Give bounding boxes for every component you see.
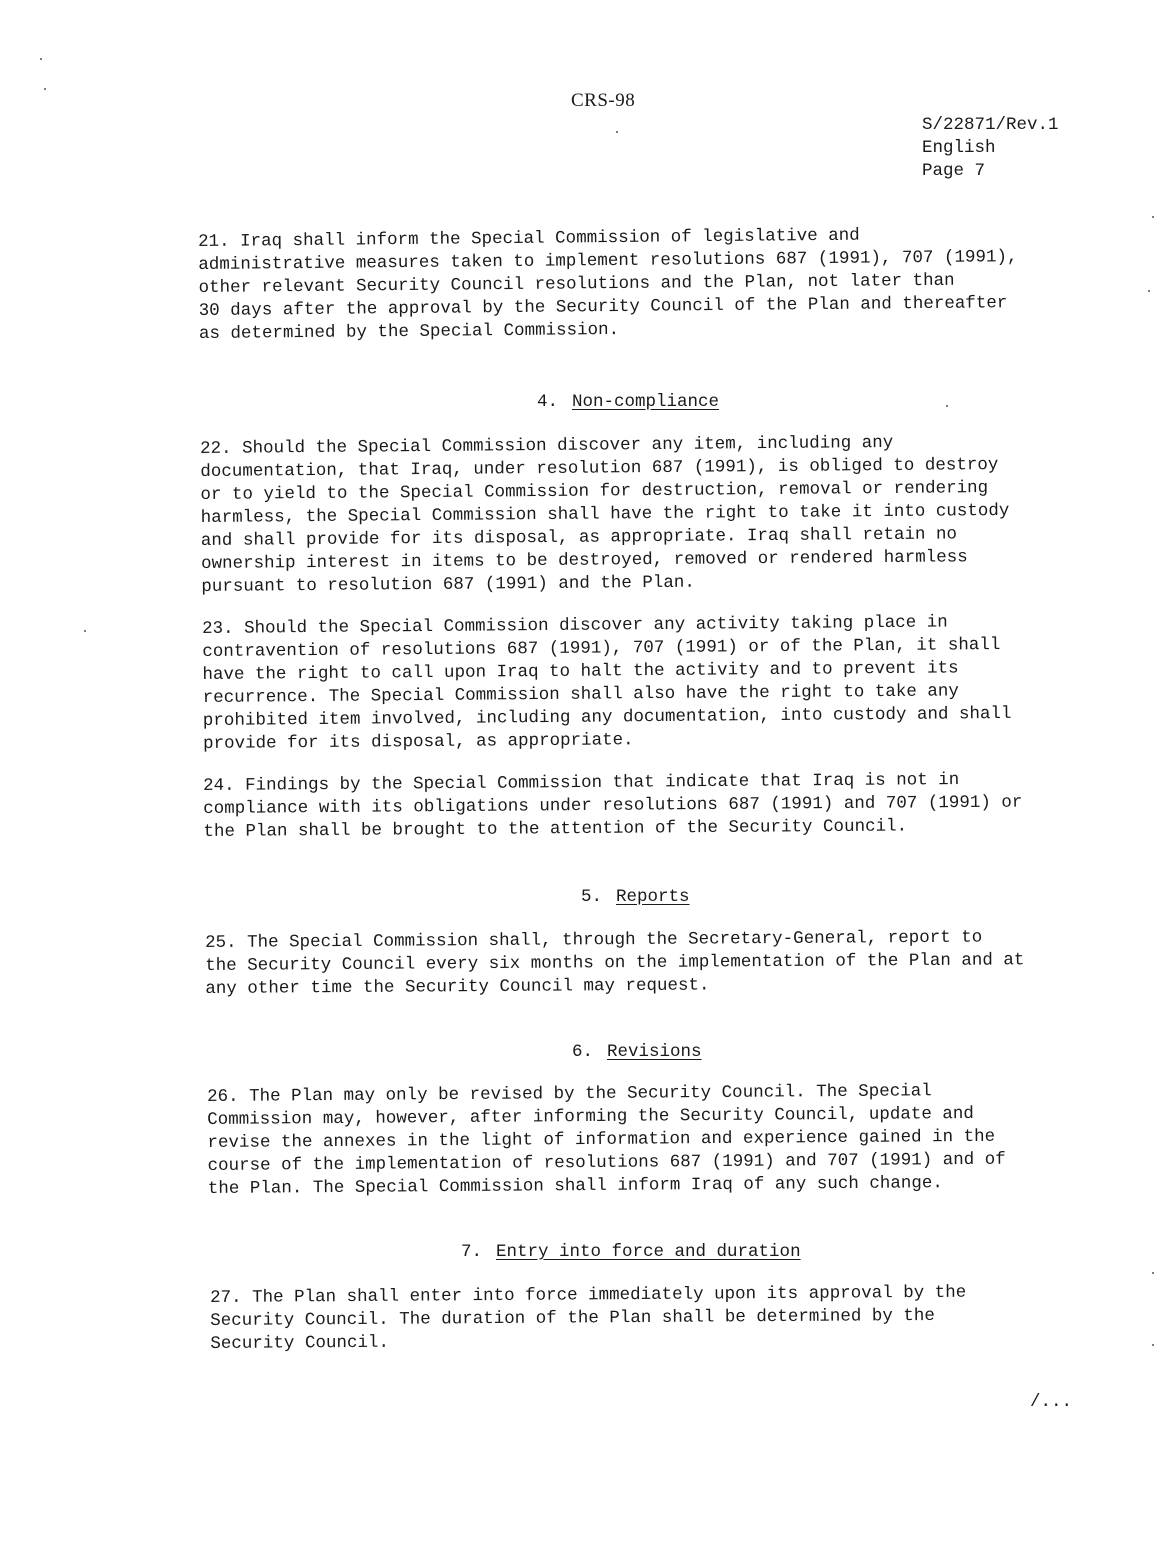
text-line: revise the annexes in the light of information and experience gained in the	[207, 1126, 996, 1153]
text-line: documentation, that Iraq, under resolution 687 (1991), is obliged to destroy	[200, 455, 999, 482]
text-line: Security Council. The duration of the Plan shall be determined by the	[210, 1305, 935, 1331]
scan-speck	[84, 630, 86, 632]
document-reference	[922, 114, 1059, 183]
paragraph-26	[207, 1080, 1006, 1201]
section-heading-revisions	[572, 1042, 702, 1062]
paragraph-27	[210, 1282, 967, 1356]
section-number: 4.	[537, 392, 559, 412]
paragraph-22	[200, 431, 1010, 599]
text-line: course of the implementation of resolutions 687 (1991) and 707 (1991) and of	[207, 1149, 1006, 1176]
scan-speck	[1152, 1344, 1154, 1346]
text-line: 21. Iraq shall inform the Special Commission of legislative and	[198, 225, 860, 252]
crs-page-number: CRS-98	[571, 90, 636, 111]
text-line: administrative measures taken to implement resolutions 687 (1991), 707 (1991),	[198, 247, 1018, 275]
paragraph-25	[205, 926, 1025, 1001]
text-line: 23. Should the Special Commission discover any activity taking place in	[202, 612, 948, 639]
text-line: provide for its disposal, as appropriate.	[203, 730, 634, 754]
section-number: 5.	[581, 887, 603, 907]
scan-speck	[40, 58, 42, 60]
scan-speck	[946, 405, 948, 407]
section-title: Non-compliance	[572, 392, 720, 412]
text-line: and shall provide for its disposal, as appropriate. Iraq shall retain no	[200, 524, 958, 551]
document-language: English	[922, 138, 996, 158]
paragraph-24	[203, 769, 1023, 844]
text-line: the Plan. The Special Commission shall inform Iraq of any such change.	[207, 1173, 943, 1199]
text-line: any other time the Security Council may request.	[205, 975, 710, 999]
section-number: 6.	[572, 1042, 594, 1062]
section-number: 7.	[461, 1242, 483, 1262]
text-line: the Security Council every six months on the implementation of the Plan and at	[205, 950, 1025, 976]
text-line: 22. Should the Special Commission discover any item, including any	[200, 432, 894, 459]
section-heading-entry-into-force	[461, 1242, 801, 1262]
text-line: contravention of resolutions 687 (1991), 707 (1991) or of the Plan, it shall	[202, 635, 1001, 662]
text-line: Commission may, however, after informing the Security Council, update and	[207, 1103, 974, 1130]
text-line: as determined by the Special Commission.	[198, 319, 620, 344]
document-page: Page 7	[922, 161, 986, 181]
section-title: Entry into force and duration	[496, 1242, 801, 1262]
text-line: 27. The Plan shall enter into force immediately upon its approval by the	[210, 1282, 967, 1308]
section-title: Revisions	[607, 1042, 702, 1062]
section-title: Reports	[616, 887, 690, 907]
text-line: the Plan shall be brought to the attention of the Security Council.	[203, 816, 908, 842]
text-line: Security Council.	[210, 1332, 389, 1354]
text-line: or to yield to the Special Commission for destruction, removal or rendering	[200, 478, 989, 505]
text-line: recurrence. The Special Commission shall also have the right to take any	[202, 681, 959, 708]
text-line: 30 days after the approval by the Security Council of the Plan and thereafter	[198, 293, 1008, 321]
scan-speck	[1152, 1272, 1154, 1274]
text-line: have the right to call upon Iraq to halt the activity and to prevent its	[202, 658, 959, 685]
text-line: harmless, the Special Commission shall have the right to take it into custody	[200, 500, 1010, 528]
scan-speck	[616, 131, 618, 133]
scan-speck	[44, 88, 46, 90]
text-line: ownership interest in items to be destroyed, removed or rendered harmless	[201, 547, 968, 574]
section-heading-reports	[581, 887, 690, 907]
document-symbol: S/22871/Rev.1	[922, 115, 1059, 135]
paragraph-23	[202, 611, 1012, 756]
text-line: pursuant to resolution 687 (1991) and the Plan.	[201, 572, 695, 597]
section-heading-non-compliance	[537, 392, 719, 412]
text-line: compliance with its obligations under resolutions 687 (1991) and 707 (1991) or	[203, 792, 1023, 819]
text-line: prohibited item involved, including any documentation, into custody and shall	[202, 703, 1012, 731]
scan-speck	[1148, 290, 1150, 292]
text-line: other relevant Security Council resolutions and the Plan, not later than	[198, 270, 955, 298]
text-line: 25. The Special Commission shall, through the Secretary-General, report to	[205, 927, 983, 953]
continued-marker: /...	[1030, 1392, 1073, 1412]
text-line: 26. The Plan may only be revised by the Security Council. The Special	[207, 1081, 932, 1107]
text-line: 24. Findings by the Special Commission that indicate that Iraq is not in	[203, 770, 960, 796]
scan-speck	[1152, 216, 1154, 218]
paragraph-21	[198, 223, 1018, 346]
